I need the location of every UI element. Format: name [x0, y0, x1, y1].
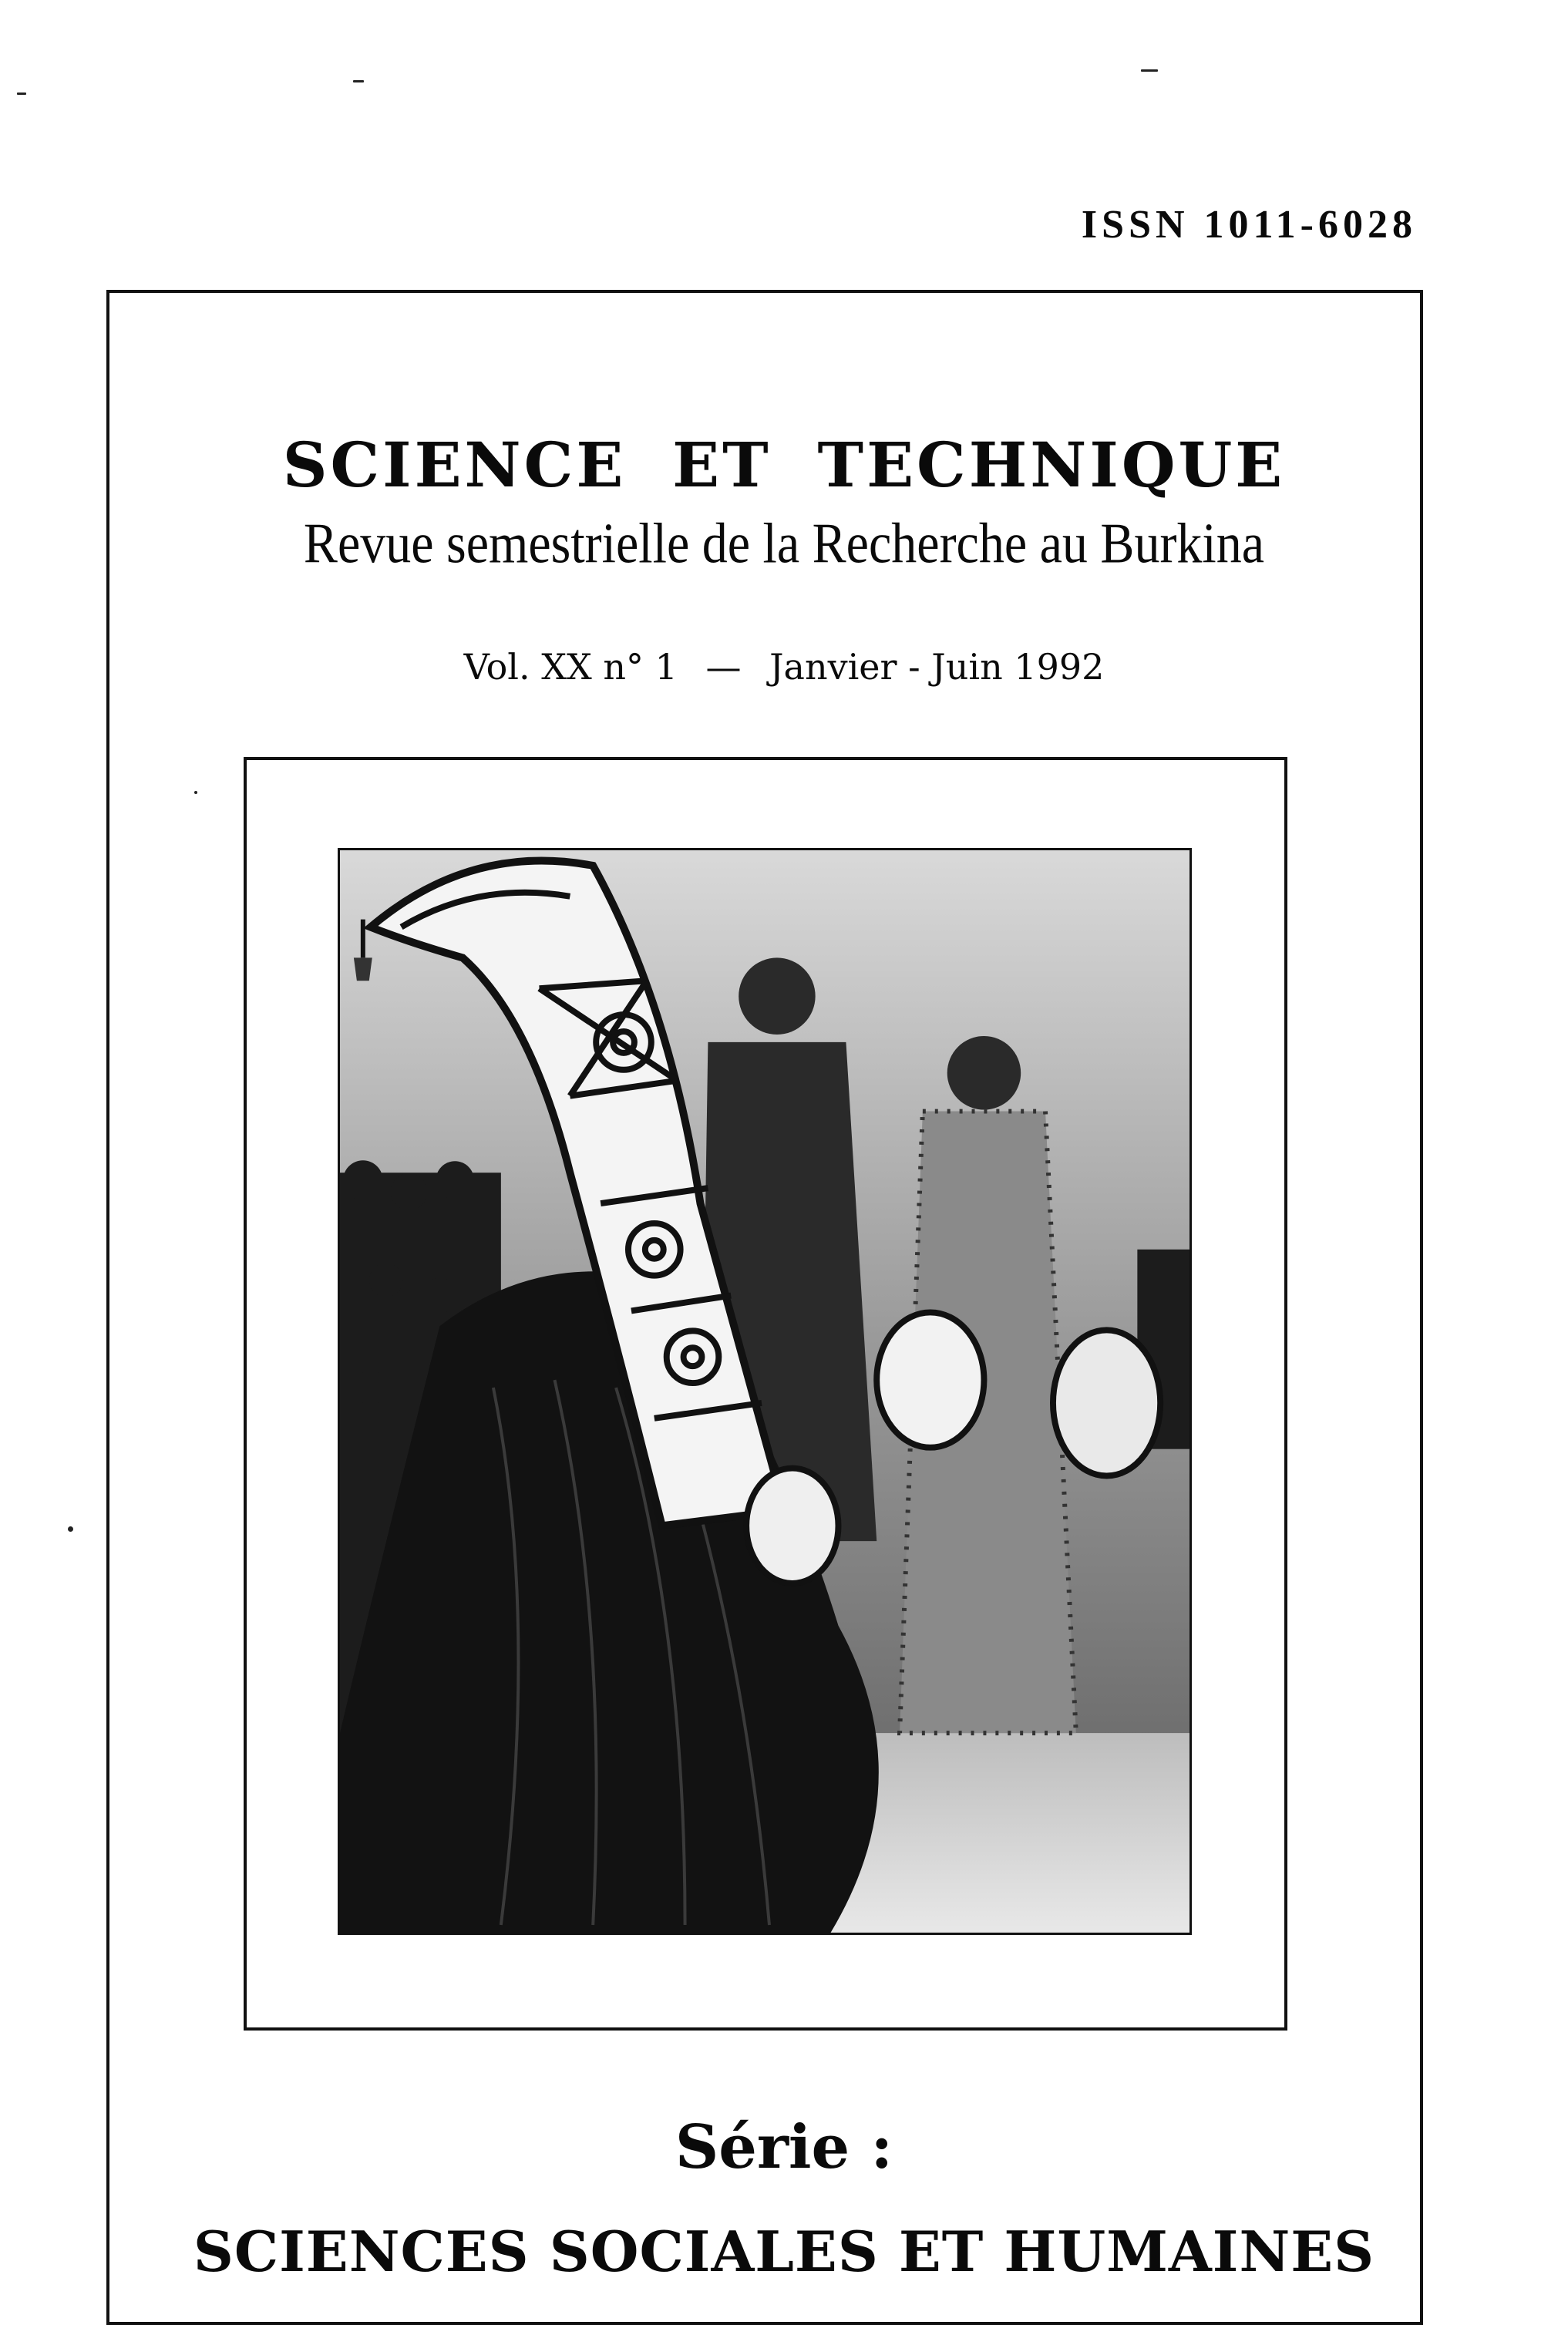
scan-speck [17, 93, 26, 95]
journal-title: SCIENCE ET TECHNIQUE [282, 429, 1286, 501]
scan-speck [353, 80, 364, 82]
issue-separator: — [705, 646, 742, 688]
series-label: Série : [675, 2112, 893, 2182]
series-name: SCIENCES SOCIALES ET HUMAINES [193, 2219, 1375, 2284]
issue-volume: Vol. XX n° 1 [463, 646, 678, 688]
issue-line [0, 646, 1568, 688]
scan-speck [68, 1526, 73, 1532]
journal-subtitle: Revue semestrielle de la Recherche au Burkina [303, 512, 1265, 576]
issn-number: ISSN 1011-6028 [1081, 203, 1417, 247]
masked-dancer-photo [338, 848, 1192, 1935]
scan-speck [1141, 69, 1158, 72]
issue-period: Janvier - Juin 1992 [769, 646, 1105, 688]
masked-dancer-with-drummers-photo-icon [340, 850, 1189, 1933]
